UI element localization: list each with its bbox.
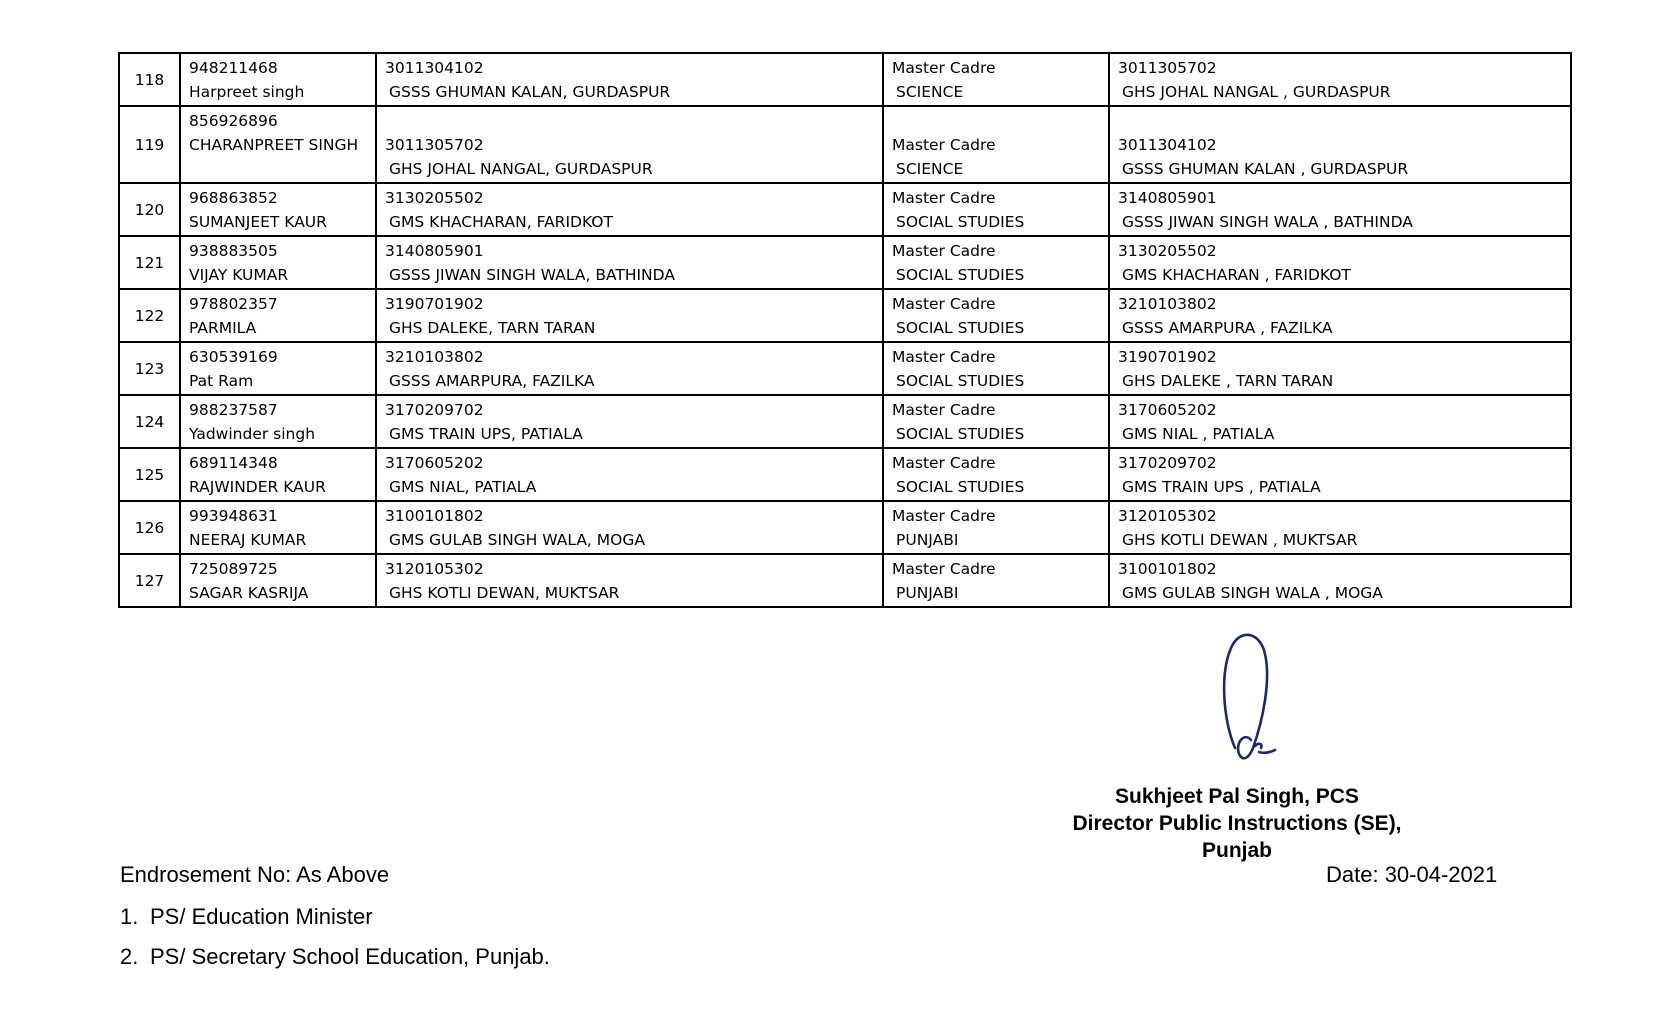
teacher-cell [180, 53, 376, 106]
cadre-cell [883, 395, 1109, 448]
from-school-cell [376, 289, 883, 342]
subject: SOCIAL STUDIES [896, 425, 1025, 443]
serial-no-cell [119, 554, 180, 607]
table-row [119, 501, 1571, 554]
to-school-cell [1109, 342, 1571, 395]
table-row [119, 53, 1571, 106]
signature-image [1215, 630, 1285, 770]
employee-id: 978802357 [189, 295, 278, 313]
from-school-name: GMS GULAB SINGH WALA, MOGA [389, 531, 645, 549]
table-row [119, 554, 1571, 607]
table-row [119, 106, 1571, 183]
cadre: Master Cadre [892, 401, 996, 419]
to-school-name: GSSS GHUMAN KALAN , GURDASPUR [1122, 160, 1409, 178]
subject: SOCIAL STUDIES [896, 478, 1025, 496]
cadre: Master Cadre [892, 242, 996, 260]
signatory-designation: Director Public Instructions (SE), [1072, 812, 1402, 835]
serial-no: 125 [134, 465, 165, 484]
cadre: Master Cadre [892, 454, 996, 472]
cadre-cell [883, 448, 1109, 501]
table-row [119, 448, 1571, 501]
cadre: Master Cadre [892, 59, 996, 77]
from-school-code: 3100101802 [385, 507, 484, 525]
to-school-cell [1109, 236, 1571, 289]
teacher-cell [180, 289, 376, 342]
employee-id: 993948631 [189, 507, 278, 525]
employee-id: 630539169 [189, 348, 278, 366]
from-school-name: GSSS AMARPURA, FAZILKA [389, 372, 595, 390]
subject: SOCIAL STUDIES [896, 213, 1025, 231]
cadre-cell [883, 501, 1109, 554]
to-school-code: 3170605202 [1118, 401, 1217, 419]
serial-no: 126 [134, 518, 165, 537]
serial-no: 121 [134, 253, 165, 272]
from-school-name: GMS KHACHARAN, FARIDKOT [389, 213, 613, 231]
employee-id: 725089725 [189, 560, 278, 578]
subject: PUNJABI [896, 531, 959, 549]
to-school-code: 3011304102 [1118, 136, 1217, 154]
subject: SCIENCE [896, 160, 964, 178]
transfer-table [118, 52, 1572, 608]
from-school-name: GSSS JIWAN SINGH WALA, BATHINDA [389, 266, 675, 284]
from-school-cell [376, 448, 883, 501]
serial-no: 119 [134, 135, 165, 154]
from-school-cell [376, 554, 883, 607]
from-school-cell [376, 342, 883, 395]
subject: SOCIAL STUDIES [896, 319, 1025, 337]
teacher-name: Pat Ram [189, 372, 254, 390]
to-school-name: GSSS AMARPURA , FAZILKA [1122, 319, 1333, 337]
serial-no-cell [119, 342, 180, 395]
teacher-name: Harpreet singh [189, 83, 305, 101]
signatory-block [1050, 783, 1424, 864]
to-school-cell [1109, 53, 1571, 106]
serial-no-cell [119, 501, 180, 554]
signatory-state: Punjab [1201, 839, 1272, 862]
to-school-code: 3140805901 [1118, 189, 1217, 207]
cadre-cell [883, 554, 1109, 607]
to-school-name: GSSS JIWAN SINGH WALA , BATHINDA [1122, 213, 1413, 231]
to-school-code: 3100101802 [1118, 560, 1217, 578]
cadre-cell [883, 183, 1109, 236]
employee-id: 988237587 [189, 401, 278, 419]
from-school-code: 3210103802 [385, 348, 484, 366]
from-school-code: 3130205502 [385, 189, 484, 207]
teacher-name: SAGAR KASRIJA [189, 584, 309, 602]
from-school-code: 3120105302 [385, 560, 484, 578]
to-school-code: 3120105302 [1118, 507, 1217, 525]
teacher-cell [180, 501, 376, 554]
endorsement-item: 2. PS/ Secretary School Education, Punjab. [120, 944, 550, 969]
from-school-cell [376, 183, 883, 236]
from-school-name: GHS DALEKE, TARN TARAN [389, 319, 596, 337]
cadre-cell [883, 53, 1109, 106]
issue-date: Date: 30-04-2021 [1326, 862, 1498, 887]
from-school-cell [376, 53, 883, 106]
cadre-cell [883, 236, 1109, 289]
cadre-cell [883, 106, 1109, 183]
teacher-name: SUMANJEET KAUR [189, 213, 327, 231]
to-school-code: 3170209702 [1118, 454, 1217, 472]
serial-no: 123 [134, 359, 165, 378]
from-school-name: GHS KOTLI DEWAN, MUKTSAR [389, 584, 620, 602]
to-school-name: GHS KOTLI DEWAN , MUKTSAR [1122, 531, 1358, 549]
teacher-cell [180, 395, 376, 448]
to-school-cell [1109, 448, 1571, 501]
serial-no: 118 [134, 70, 165, 89]
serial-no-cell [119, 53, 180, 106]
serial-no-cell [119, 448, 180, 501]
teacher-name: Yadwinder singh [189, 425, 316, 443]
endorsement-list [120, 903, 550, 983]
to-school-cell [1109, 554, 1571, 607]
from-school-code: 3190701902 [385, 295, 484, 313]
cadre: Master Cadre [892, 136, 996, 154]
from-school-name: GMS NIAL, PATIALA [389, 478, 537, 496]
to-school-name: GMS GULAB SINGH WALA , MOGA [1122, 584, 1383, 602]
to-school-cell [1109, 183, 1571, 236]
from-school-code: 3011305702 [385, 136, 484, 154]
cadre-cell [883, 289, 1109, 342]
table-row [119, 342, 1571, 395]
to-school-code: 3130205502 [1118, 242, 1217, 260]
from-school-code: 3140805901 [385, 242, 484, 260]
subject: SCIENCE [896, 83, 964, 101]
teacher-cell [180, 236, 376, 289]
teacher-cell [180, 448, 376, 501]
to-school-name: GHS DALEKE , TARN TARAN [1122, 372, 1334, 390]
to-school-name: GMS TRAIN UPS , PATIALA [1122, 478, 1321, 496]
from-school-cell [376, 395, 883, 448]
serial-no-cell [119, 183, 180, 236]
teacher-cell [180, 554, 376, 607]
to-school-code: 3210103802 [1118, 295, 1217, 313]
cadre-cell [883, 342, 1109, 395]
from-school-code: 3011304102 [385, 59, 484, 77]
to-school-cell [1109, 501, 1571, 554]
to-school-cell [1109, 289, 1571, 342]
from-school-cell [376, 106, 883, 183]
to-school-code: 3190701902 [1118, 348, 1217, 366]
to-school-name: GMS NIAL , PATIALA [1122, 425, 1275, 443]
employee-id: 689114348 [189, 454, 278, 472]
teacher-name: VIJAY KUMAR [189, 266, 289, 284]
cadre: Master Cadre [892, 295, 996, 313]
cadre: Master Cadre [892, 348, 996, 366]
teacher-name: CHARANPREET SINGH [189, 136, 359, 154]
employee-id: 968863852 [189, 189, 278, 207]
signatory-name: Sukhjeet Pal Singh, PCS [1115, 785, 1359, 808]
teacher-cell [180, 183, 376, 236]
from-school-code: 3170209702 [385, 401, 484, 419]
serial-no-cell [119, 236, 180, 289]
subject: SOCIAL STUDIES [896, 266, 1025, 284]
teacher-name: NEERAJ KUMAR [189, 531, 307, 549]
from-school-name: GMS TRAIN UPS, PATIALA [389, 425, 583, 443]
teacher-name: RAJWINDER KAUR [189, 478, 326, 496]
from-school-name: GHS JOHAL NANGAL, GURDASPUR [389, 160, 653, 178]
endorsement-label: Endrosement No: As Above [120, 862, 390, 887]
table-row [119, 236, 1571, 289]
from-school-name: GSSS GHUMAN KALAN, GURDASPUR [389, 83, 671, 101]
to-school-code: 3011305702 [1118, 59, 1217, 77]
cadre: Master Cadre [892, 189, 996, 207]
employee-id: 938883505 [189, 242, 278, 260]
cadre: Master Cadre [892, 560, 996, 578]
from-school-cell [376, 501, 883, 554]
to-school-cell [1109, 106, 1571, 183]
serial-no-cell [119, 289, 180, 342]
from-school-cell [376, 236, 883, 289]
teacher-cell [180, 106, 376, 183]
table-body [119, 53, 1571, 607]
serial-no: 120 [134, 200, 165, 219]
to-school-name: GMS KHACHARAN , FARIDKOT [1122, 266, 1351, 284]
cadre: Master Cadre [892, 507, 996, 525]
employee-id: 948211468 [189, 59, 278, 77]
endorsement-item: 1. PS/ Education Minister [120, 904, 373, 929]
table-row [119, 183, 1571, 236]
serial-no: 127 [134, 571, 165, 590]
to-school-cell [1109, 395, 1571, 448]
employee-id: 856926896 [189, 112, 278, 130]
serial-no: 124 [134, 412, 165, 431]
to-school-name: GHS JOHAL NANGAL , GURDASPUR [1122, 83, 1391, 101]
from-school-code: 3170605202 [385, 454, 484, 472]
teacher-name: PARMILA [189, 319, 257, 337]
subject: PUNJABI [896, 584, 959, 602]
teacher-cell [180, 342, 376, 395]
subject: SOCIAL STUDIES [896, 372, 1025, 390]
table-row [119, 289, 1571, 342]
serial-no-cell [119, 395, 180, 448]
table-row [119, 395, 1571, 448]
serial-no-cell [119, 106, 180, 183]
serial-no: 122 [134, 306, 165, 325]
